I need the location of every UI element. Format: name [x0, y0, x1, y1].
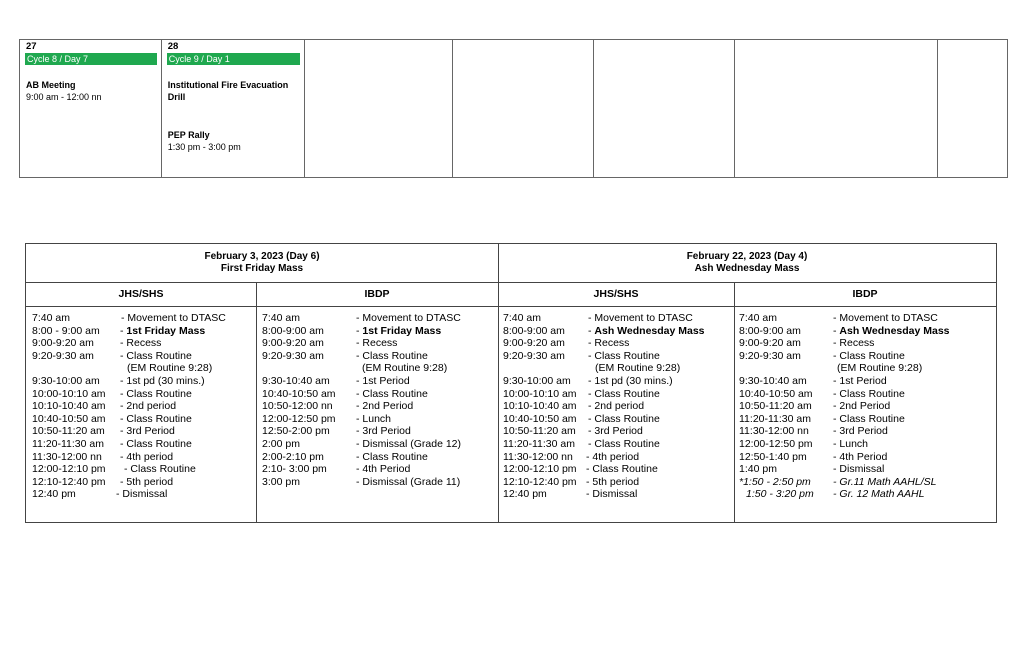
activity: - 4th Period [833, 450, 888, 463]
time-slot: 10:50-11:20 am [739, 400, 812, 413]
time-slot: 11:20-11:30 am [739, 412, 811, 425]
time-slot: 7:40 am [32, 312, 70, 324]
schedule-line [262, 388, 496, 401]
schedule-line [503, 463, 732, 476]
schedule-line [262, 425, 496, 438]
calendar-day-empty[interactable] [735, 40, 939, 177]
divider [256, 282, 257, 522]
divider [498, 244, 499, 522]
time-slot: 12:00-12:10 pm [503, 463, 577, 476]
column-header: JHS/SHS [593, 288, 639, 300]
schedule-line [739, 337, 993, 350]
activity: - 2nd Period [356, 400, 414, 413]
day-number: 27 [26, 41, 37, 52]
time-slot: 9:30-10:40 am [739, 374, 807, 387]
time-slot: 8:00-9:00 am [262, 324, 324, 337]
schedule-line [503, 413, 732, 426]
schedule-line [503, 312, 732, 325]
divider [734, 282, 735, 522]
activity: - 2nd period [588, 400, 645, 413]
cycle-badge: Cycle 8 / Day 7 [25, 53, 157, 65]
activity: - Class Routine [120, 387, 192, 400]
cycle-badge: Cycle 9 / Day 1 [167, 53, 301, 65]
schedule-line [262, 325, 496, 338]
activity: - Recess [120, 337, 162, 350]
time-slot: 9:00-9:20 am [262, 337, 324, 350]
time-slot: 9:00-9:20 am [503, 337, 565, 350]
time-slot: 1:40 pm [739, 463, 777, 476]
time-slot: 9:00-9:20 am [739, 337, 801, 350]
schedule-line [739, 350, 993, 363]
schedule-column-jhs-shs [32, 312, 254, 501]
time-slot: 12:00-12:10 pm [32, 463, 106, 476]
activity: - Class Routine [588, 412, 660, 425]
schedule-line [262, 375, 496, 388]
activity: - Class Routine [833, 349, 905, 362]
schedule-line [32, 400, 254, 413]
schedule-line [739, 438, 993, 451]
time-slot: 9:30-10:00 am [503, 374, 571, 387]
schedule-line [503, 400, 732, 413]
schedule-line [262, 463, 496, 476]
time-slot: 12:00-12:50 pm [262, 412, 336, 425]
time-slot: 12:40 pm [32, 488, 76, 501]
activity: - 4th period [120, 450, 174, 463]
activity: - 3rd Period [588, 425, 643, 438]
activity: - Lunch [833, 437, 869, 450]
schedule-line [503, 451, 732, 464]
time-slot: 9:20-9:30 am [32, 349, 94, 362]
activity: - Class Routine [588, 437, 660, 450]
special-schedule-table [25, 243, 997, 523]
calendar-day-empty[interactable] [594, 40, 735, 177]
activity: - 1st pd (30 mins.) [120, 374, 205, 387]
activity: - 1st pd (30 mins.) [588, 374, 673, 387]
schedule-line [503, 337, 732, 350]
schedule-line [32, 438, 254, 451]
activity: - Class Routine [586, 463, 658, 476]
time-slot: 9:20-9:30 am [739, 349, 801, 362]
event-title-cont: Drill [167, 92, 186, 102]
activity: - 3rd Period [120, 425, 175, 438]
time-slot: 8:00-9:00 am [739, 324, 801, 337]
activity: - 2nd period [120, 400, 177, 413]
schedule-line [739, 400, 993, 413]
time-slot: 1:50 - 3:20 pm [746, 488, 814, 501]
schedule-line [32, 413, 254, 426]
schedule-line [32, 375, 254, 388]
time-slot: 3:00 pm [262, 475, 300, 488]
activity: - 1st Friday Mass [120, 324, 206, 337]
section-date: February 3, 2023 (Day 6) [204, 251, 320, 262]
activity: - Class Routine [833, 387, 905, 400]
time-slot: 12:50-1:40 pm [739, 450, 807, 463]
activity: - Recess [588, 337, 630, 350]
activity: - Class Routine [356, 387, 428, 400]
activity: - 1st Period [833, 374, 887, 387]
schedule-line [32, 312, 254, 325]
time-slot: 7:40 am [262, 312, 300, 324]
time-slot: 9:30-10:00 am [32, 374, 100, 387]
activity: - Class Routine [833, 412, 905, 425]
activity: - Class Routine [588, 349, 660, 362]
activity: (EM Routine 9:28) [837, 362, 923, 375]
schedule-line [32, 476, 254, 489]
event-title: AB Meeting [26, 80, 76, 90]
time-slot: 11:30-12:00 nn [32, 450, 102, 463]
time-slot: 2:00 pm [262, 437, 300, 450]
schedule-line [739, 375, 993, 388]
event-time: 9:00 am - 12:00 nn [26, 92, 102, 102]
schedule-line [32, 425, 254, 438]
time-slot: 11:20-11:30 am [32, 437, 104, 450]
schedule-line [503, 362, 732, 375]
time-slot: 10:10-10:40 am [503, 400, 577, 413]
activity: - 2nd Period [833, 400, 891, 413]
schedule-line [32, 350, 254, 363]
schedule-line [262, 362, 496, 375]
activity: - Ash Wednesday Mass [833, 324, 950, 337]
time-slot: 7:40 am [739, 312, 777, 324]
activity: - Class Routine [124, 463, 196, 476]
schedule-column-jhs-shs [503, 312, 732, 501]
column-header: JHS/SHS [118, 288, 164, 300]
time-slot: 10:00-10:10 am [32, 387, 106, 400]
schedule-line [739, 463, 993, 476]
activity: - 4th period [586, 450, 640, 463]
schedule-line [32, 451, 254, 464]
time-slot: 10:50-12:00 nn [262, 400, 333, 413]
time-slot: 11:30-12:00 nn [503, 450, 573, 463]
schedule-line [503, 438, 732, 451]
activity: - Dismissal (Grade 12) [356, 437, 462, 450]
schedule-line [739, 425, 993, 438]
calendar-day-28[interactable] [162, 40, 306, 177]
schedule-line [262, 413, 496, 426]
activity: - Dismissal (Grade 11) [356, 475, 461, 488]
schedule-line [739, 476, 993, 489]
time-slot: 9:00-9:20 am [32, 337, 94, 350]
activity: - Movement to DTASC [121, 312, 226, 324]
schedule-line [262, 350, 496, 363]
column-header: IBDP [364, 288, 390, 300]
schedule-line [32, 463, 254, 476]
section-event: Ash Wednesday Mass [694, 263, 800, 274]
time-slot: 10:50-11:20 am [503, 425, 576, 438]
time-slot: *1:50 - 2:50 pm [739, 475, 811, 488]
calendar-week-row [19, 39, 1008, 178]
schedule-line [503, 350, 732, 363]
activity: (EM Routine 9:28) [362, 362, 448, 375]
time-slot: 11:20-11:30 am [503, 437, 575, 450]
activity: - 1st Period [356, 374, 410, 387]
time-slot: 10:00-10:10 am [503, 387, 577, 400]
event-time: 1:30 pm - 3:00 pm [167, 142, 241, 152]
schedule-line [262, 337, 496, 350]
time-slot: 12:10-12:40 pm [32, 475, 106, 488]
schedule-line [739, 451, 993, 464]
schedule-line [262, 451, 496, 464]
schedule-line [262, 476, 496, 489]
activity: - Class Routine [120, 412, 192, 425]
activity: - Recess [833, 337, 875, 350]
calendar-day-27[interactable] [20, 40, 162, 177]
schedule-line [503, 325, 732, 338]
schedule-line [503, 425, 732, 438]
activity: - Dismissal [116, 488, 168, 501]
time-slot: 8:00 - 9:00 am [32, 324, 100, 337]
section-date: February 22, 2023 (Day 4) [686, 251, 808, 262]
day-number: 28 [167, 41, 179, 52]
activity: - 3rd Period [833, 425, 888, 438]
activity: - 5th period [586, 475, 640, 488]
time-slot: 8:00-9:00 am [503, 324, 565, 337]
activity: - Class Routine [356, 450, 428, 463]
activity: - Class Routine [120, 349, 192, 362]
schedule-line [739, 488, 993, 501]
schedule-line [739, 413, 993, 426]
schedule-line [739, 325, 993, 338]
schedule-line [262, 312, 496, 325]
time-slot: 12:40 pm [503, 488, 547, 501]
activity: - Class Routine [120, 437, 192, 450]
activity: - Ash Wednesday Mass [588, 324, 705, 337]
time-slot: 10:40-10:50 am [739, 387, 813, 400]
time-slot: 12:00-12:50 pm [739, 437, 813, 450]
calendar-day-empty[interactable] [938, 40, 1007, 177]
schedule-line [503, 375, 732, 388]
time-slot: 12:10-12:40 pm [503, 475, 577, 488]
activity: - Gr.11 Math AAHL/SL [833, 475, 937, 488]
time-slot: 10:40-10:50 am [262, 387, 336, 400]
schedule-line [739, 312, 993, 325]
activity: - Dismissal [586, 488, 638, 501]
activity: - Dismissal [833, 463, 885, 476]
column-header: IBDP [852, 288, 878, 300]
activity: - Lunch [356, 412, 392, 425]
schedule-line [739, 362, 993, 375]
time-slot: 11:30-12:00 nn [739, 425, 809, 438]
activity: - Class Routine [356, 349, 428, 362]
activity: - Recess [356, 337, 398, 350]
schedule-line [739, 388, 993, 401]
event-title: PEP Rally [167, 130, 210, 140]
activity: - Movement to DTASC [833, 312, 938, 324]
activity: - 4th Period [356, 463, 411, 476]
schedule-column-ibdp [262, 312, 496, 488]
activity: - Movement to DTASC [588, 312, 693, 324]
activity: (EM Routine 9:28) [595, 362, 681, 375]
activity: - Movement to DTASC [356, 312, 461, 324]
time-slot: 2:00-2:10 pm [262, 450, 324, 463]
section-header [26, 244, 498, 282]
activity: - 3rd Period [356, 425, 411, 438]
activity: - Class Routine [588, 387, 660, 400]
calendar-day-empty[interactable] [305, 40, 453, 177]
column-header-row [26, 282, 996, 307]
table-header-row [26, 244, 996, 283]
activity: - Gr. 12 Math AAHL [833, 488, 925, 501]
schedule-column-ibdp [739, 312, 993, 501]
schedule-line [503, 388, 732, 401]
schedule-line [32, 337, 254, 350]
event-title: Institutional Fire Evacuation [167, 80, 289, 90]
schedule-line [262, 438, 496, 451]
schedule-line [32, 362, 254, 375]
activity: - 1st Friday Mass [356, 324, 442, 337]
schedule-line [32, 488, 254, 501]
time-slot: 10:40-10:50 am [32, 412, 106, 425]
time-slot: 10:40-10:50 am [503, 412, 577, 425]
section-header [498, 244, 996, 282]
time-slot: 9:30-10:40 am [262, 374, 330, 387]
schedule-line [503, 476, 732, 489]
section-event: First Friday Mass [220, 263, 304, 274]
time-slot: 10:10-10:40 am [32, 400, 106, 413]
schedule-line [262, 400, 496, 413]
calendar-day-empty[interactable] [453, 40, 594, 177]
time-slot: 7:40 am [503, 312, 541, 324]
time-slot: 2:10- 3:00 pm [262, 463, 327, 476]
activity: - 5th period [120, 475, 174, 488]
schedule-line [32, 388, 254, 401]
schedule-line [32, 325, 254, 338]
time-slot: 9:20-9:30 am [503, 349, 565, 362]
time-slot: 9:20-9:30 am [262, 349, 324, 362]
schedule-line [503, 488, 732, 501]
activity: (EM Routine 9:28) [127, 362, 213, 375]
time-slot: 10:50-11:20 am [32, 425, 105, 438]
time-slot: 12:50-2:00 pm [262, 425, 330, 438]
